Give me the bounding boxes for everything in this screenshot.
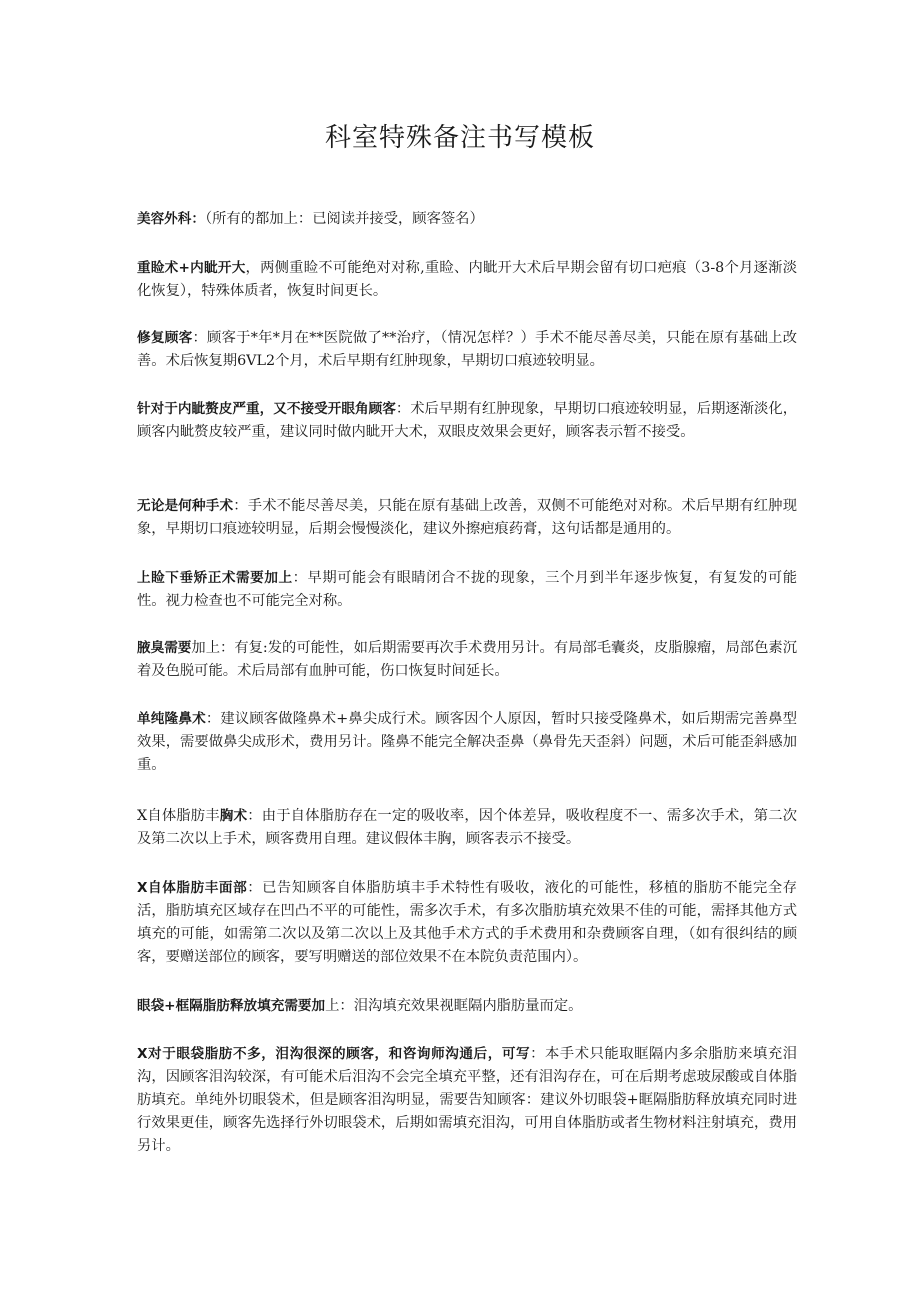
paragraph-heading: 针对于内眦赘皮严重，又不接受开眼角顾客 — [137, 401, 396, 417]
paragraph-repair-client — [137, 327, 797, 373]
paragraph-rhinoplasty — [137, 708, 797, 777]
paragraph-epicanthus — [137, 398, 797, 444]
paragraph-heading: X自体脂肪丰面部 — [137, 880, 248, 896]
paragraph-fat-face — [137, 877, 797, 969]
paragraph-double-eyelid — [137, 257, 797, 303]
paragraph-body: ：已告知顾客自体脂肪填丰手术特性有吸收，液化的可能性，移植的脂肪不能完全存活，脂肪填充区域存在凹凸不平的可能性，需多次手术，有多次脂肪填充效果不佳的可能，需择其他方式填充的可能，如需第二次以及第二次以上及其他手术方式的手术费用和杂费顾客自理，（如有很纠结的顾客，要赠送部位的顾客，要写明赠送的部位效果不在本院负责范围内）。 — [137, 880, 797, 965]
paragraph-heading: 胸术 — [219, 808, 248, 824]
paragraph-tear-trough — [137, 1043, 797, 1158]
paragraph-body: 加上：有复:发的可能性，如后期需要再次手术费用另计。有局部毛囊炎，皮脂腺瘤，局部色素沉着及色脱可能。术后局部有血肿可能，伤口恢复时间延长。 — [137, 640, 798, 679]
paragraph-body: ：由于自体脂肪存在一定的吸收率，因个体差异，吸收程度不一、需多次手术，第二次及第二次以上手术，顾客费用自理。建议假体丰胸，顾客表示不接受。 — [137, 808, 798, 847]
paragraph-fat-breast — [137, 805, 797, 851]
paragraph-heading: 美容外科： — [137, 211, 205, 227]
paragraph-heading: 眼袋+框隔脂肪释放填充需要加 — [137, 998, 326, 1014]
paragraph-heading: 上睑下垂矫正术需要加上 — [137, 570, 293, 586]
paragraph-body: ：本手术只能取眶隔内多余脂肪来填充泪沟，因顾客泪沟较深，有可能术后泪沟不会完全填充平整，还有泪沟存在，可在后期考虑玻尿酸或自体脂肪填充。单纯外切眼袋术，但是顾客泪沟明显，需要告知顾客：建议外切眼袋+眶隔脂肪释放填充同时进行效果更佳，顾客先选择行外切眼袋术，后期如需填充泪沟，可用自体脂肪或者生物材料注射填充，费用另计。 — [137, 1046, 797, 1154]
paragraph-body: ：早期可能会有眼睛闭合不拢的现象，三个月到半年逐步恢复，有复发的可能性。视力检查也不可能完全对称。 — [137, 570, 797, 609]
paragraph-cosmetic-surgery — [137, 208, 797, 231]
paragraph-body: ：顾客于*年*月在**医院做了**治疗，（情况怎样？）手术不能尽善尽美，只能在原有基础上改善。术后恢复期6VL2个月，术后早期有红肿现象，早期切口痕迹较明显。 — [137, 330, 797, 369]
paragraph-any-surgery — [137, 495, 797, 541]
paragraph-body: ：手术不能尽善尽美，只能在原有基础上改善，双侧不可能绝对对称。术后早期有红肿现象，早期切口痕迹较明显，后期会慢慢淡化，建议外擦疤痕药膏，这句话都是通用的。 — [137, 498, 798, 537]
paragraph-eye-bag-fat — [137, 995, 797, 1018]
paragraph-body: （所有的都加上：已阅读并接受，顾客签名） — [204, 211, 484, 227]
paragraph-ptosis — [137, 567, 797, 613]
paragraph-body: ：术后早期有红肿现象，早期切口痕迹较明显，后期逐渐淡化，顾客内眦赘皮较严重，建议同时做内眦开大术，双眼皮效果会更好，顾客表示暂不接受。 — [137, 401, 798, 440]
document-title: 科室特殊备注书写模板 — [324, 123, 595, 153]
paragraph-heading: 重睑术+内眦开大 — [137, 260, 246, 276]
paragraph-body: 上：泪沟填充效果视眶隔内脂肪量而定。 — [325, 998, 583, 1014]
paragraph-body: ：建议顾客做隆鼻术+鼻尖成行术。顾客因个人原因，暂时只接受隆鼻术，如后期需完善鼻型效果，需要做鼻尖成形术，费用另计。隆鼻不能完全解决歪鼻（鼻骨先天歪斜）问题，术后可能歪斜感加重。 — [137, 711, 798, 773]
paragraph-body-odor — [137, 637, 797, 683]
paragraph-lead: X自体脂肪丰 — [137, 808, 220, 824]
paragraph-heading: X对于眼袋脂肪不多，泪沟很深的顾客，和咨询师沟通后，可写 — [137, 1046, 531, 1062]
paragraph-heading: 无论是何种手术 — [137, 498, 234, 514]
paragraph-heading: 单纯隆鼻术 — [137, 711, 206, 727]
paragraph-heading: 腋臭需要 — [137, 640, 192, 656]
paragraph-heading: 修复顾客 — [137, 330, 193, 346]
paragraph-body: ，两侧重睑不可能绝对对称,重睑、内眦开大术后早期会留有切口疤痕（3-8个月逐渐淡化恢复），特殊体质者，恢复时间更长。 — [137, 260, 797, 299]
